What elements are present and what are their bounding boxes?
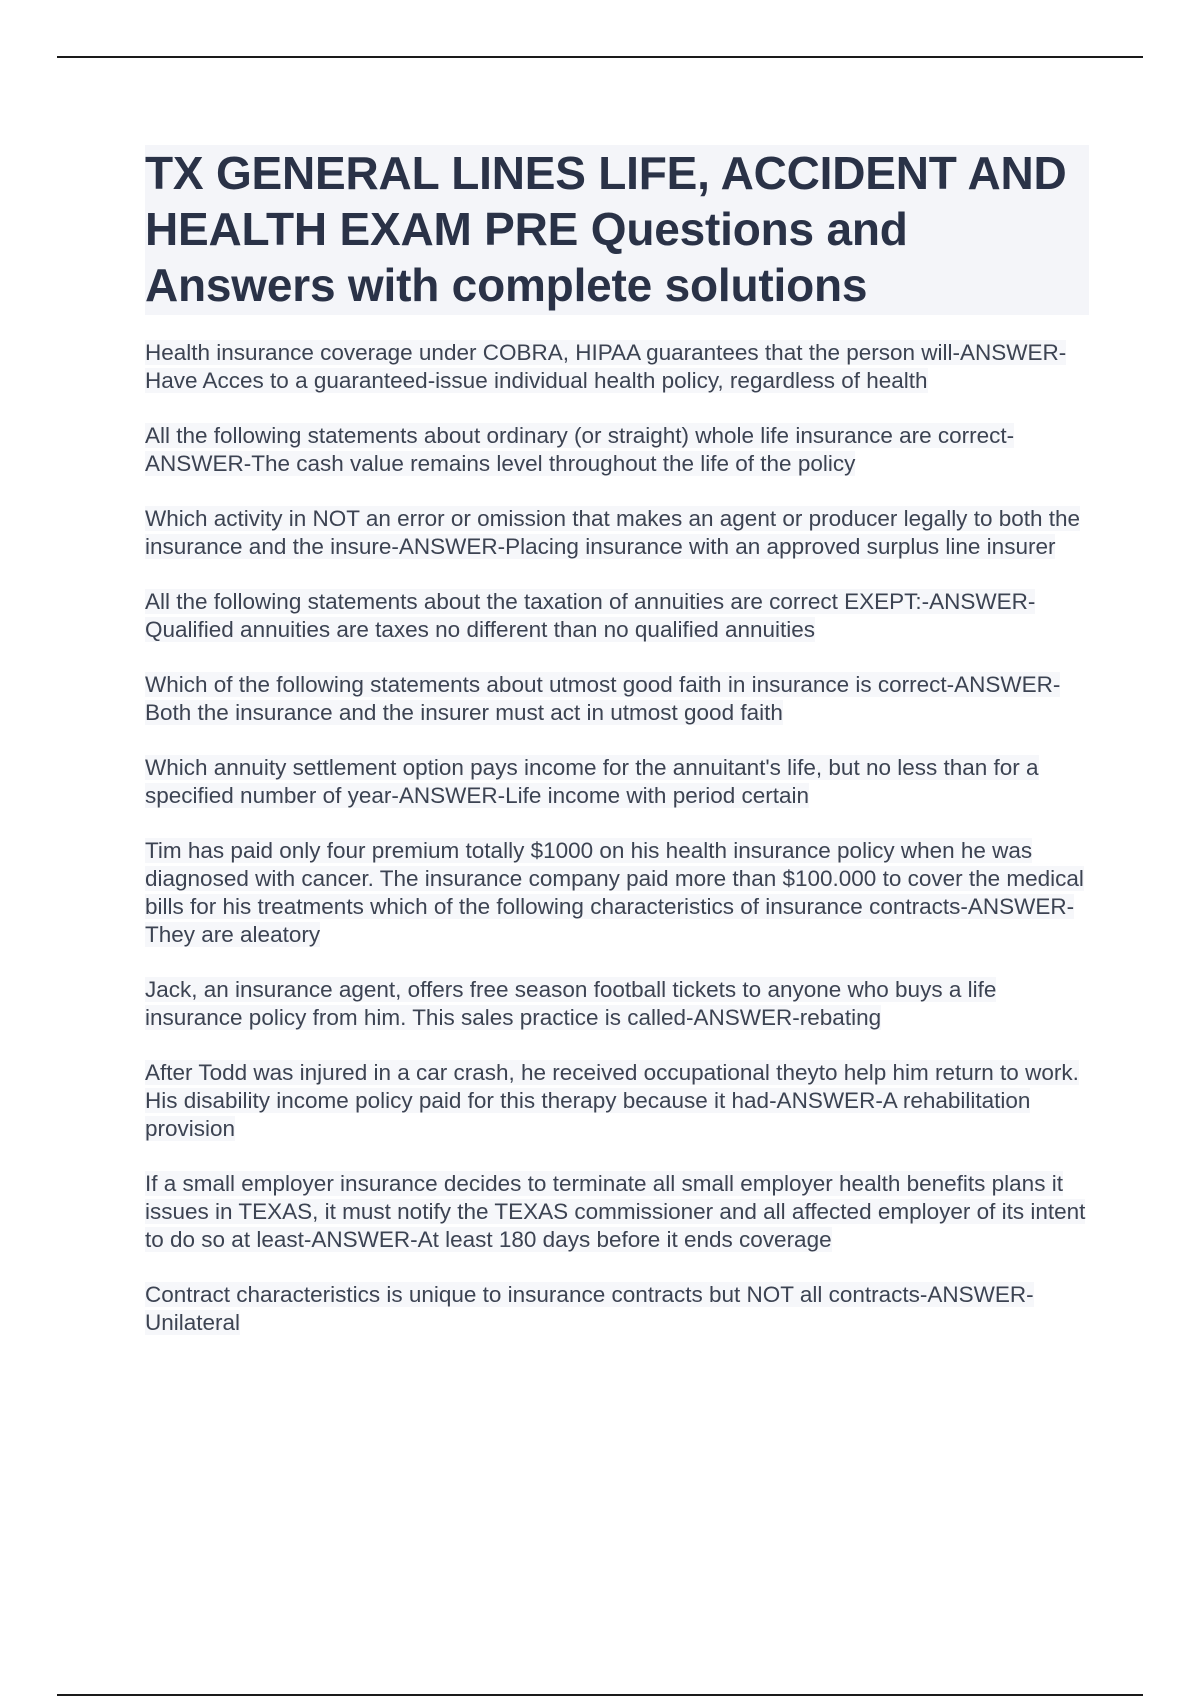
- qa-item-text: Jack, an insurance agent, offers free season football tickets to anyone who buys a life insurance policy from him. This sales practice is called-ANSWER-rebating: [145, 977, 997, 1030]
- qa-item-text: If a small employer insurance decides to terminate all small employer health benefits plans it issues in TEXAS, it must notify the TEXAS commissioner and all affected employer of its intent to do so at least-ANSWER-At least 180 days before it ends coverage: [145, 1171, 1086, 1252]
- qa-item: [145, 422, 1089, 478]
- title-block: [145, 145, 1089, 315]
- qa-item: [145, 339, 1089, 395]
- qa-item-text: Health insurance coverage under COBRA, HIPAA guarantees that the person will-ANSWER-Have Acces to a guaranteed-issue individual health policy, regardless of health: [145, 340, 1067, 393]
- qa-item: [145, 1281, 1089, 1337]
- qa-item: [145, 671, 1089, 727]
- qa-item-text: All the following statements about ordinary (or straight) whole life insurance are correct-ANSWER-The cash value remains level throughout the life of the policy: [145, 423, 1015, 476]
- qa-item: [145, 837, 1089, 949]
- qa-list: [145, 339, 1089, 1337]
- qa-item-text: Contract characteristics is unique to insurance contracts but NOT all contracts-ANSWER-Unilateral: [145, 1282, 1034, 1335]
- document-body: [145, 145, 1089, 1364]
- qa-item-text: Which annuity settlement option pays income for the annuitant's life, but no less than for a specified number of year-ANSWER-Life income with period certain: [145, 755, 1039, 808]
- qa-item: [145, 1170, 1089, 1254]
- qa-item-text: Tim has paid only four premium totally $1000 on his health insurance policy when he was diagnosed with cancer. The insurance company paid more than $100.000 to cover the medical bills for his treatments which of the following characteristics of insurance contracts-ANSWER-They are aleatory: [145, 838, 1084, 947]
- qa-item-text: Which of the following statements about utmost good faith in insurance is correct-ANSWER-Both the insurance and the insurer must act in utmost good faith: [145, 672, 1061, 725]
- footer-rule: [57, 1694, 1143, 1696]
- qa-item: [145, 588, 1089, 644]
- qa-item-text: All the following statements about the taxation of annuities are correct EXEPT:-ANSWER-Qualified annuities are taxes no different than no qualified annuities: [145, 589, 1036, 642]
- qa-item-text: After Todd was injured in a car crash, he received occupational theyto help him return to work. His disability income policy paid for this therapy because it had-ANSWER-A rehabilitation provision: [145, 1060, 1079, 1141]
- document-title: TX GENERAL LINES LIFE, ACCIDENT AND HEALTH EXAM PRE Questions and Answers with complete solutions: [145, 147, 1067, 311]
- qa-item: [145, 505, 1089, 561]
- qa-item: [145, 976, 1089, 1032]
- qa-item: [145, 754, 1089, 810]
- header-rule: [57, 56, 1143, 58]
- qa-item: [145, 1059, 1089, 1143]
- qa-item-text: Which activity in NOT an error or omission that makes an agent or producer legally to both the insurance and the insure-ANSWER-Placing insurance with an approved surplus line insurer: [145, 506, 1081, 559]
